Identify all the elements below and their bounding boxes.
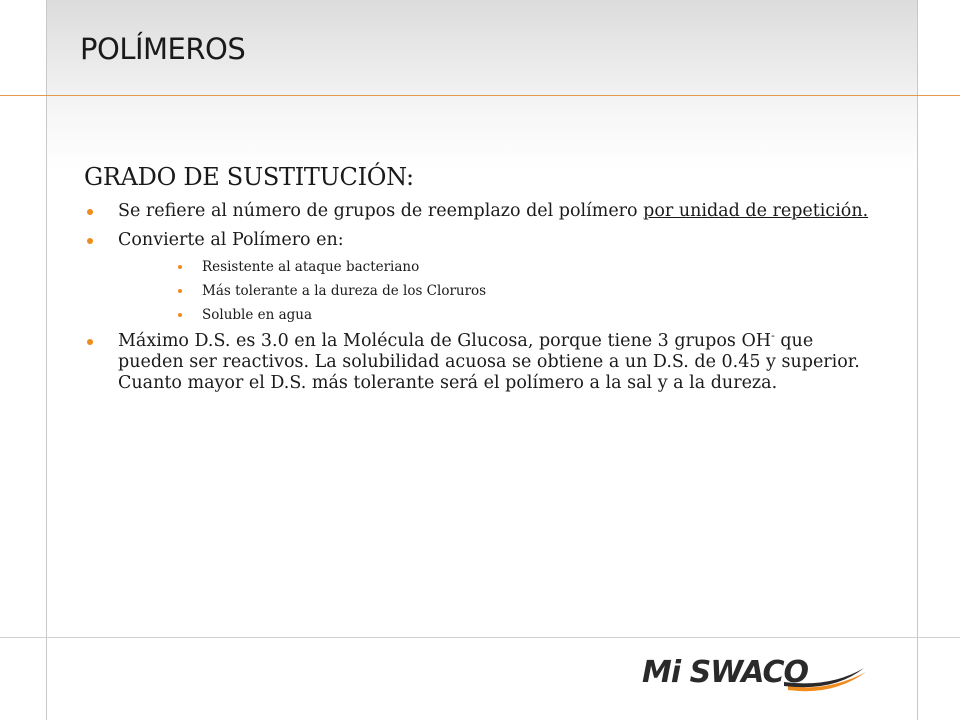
bullet-list — [84, 201, 874, 394]
bullet-underlined-text: por unidad de repetición. — [643, 201, 869, 221]
superscript-minus: - — [771, 329, 775, 343]
sub-bullet-text: Más tolerante a la dureza de los Cloruros — [202, 283, 487, 299]
slide-title: POLÍMEROS — [80, 32, 246, 66]
mi-swaco-logo — [638, 652, 868, 698]
logo-wordmark: Mi SWACO — [642, 655, 809, 690]
right-border-line — [917, 0, 918, 720]
section-heading: GRADO DE SUSTITUCIÓN: — [84, 163, 414, 191]
bullet-text-continued: que pueden ser reactivos. La solubilidad acuosa se obtiene a un D.S. de 0.45 y superior. Cuanto mayor el D.S. más tolerante será el polímero a la sal y a la dureza. — [118, 331, 860, 393]
bullet-dot-icon — [87, 238, 93, 244]
bullet-text: Convierte al Polímero en: — [118, 230, 344, 250]
sub-bullet-text: Soluble en agua — [202, 307, 313, 323]
sub-bullet-dot-icon — [178, 265, 182, 269]
sub-bullet-list — [118, 259, 874, 323]
sub-bullet-item — [84, 283, 874, 299]
bullet-dot-icon — [87, 209, 93, 215]
left-border-line — [46, 0, 47, 720]
slide-content — [84, 163, 874, 402]
sub-bullet-item — [84, 259, 874, 275]
sub-bullet-dot-icon — [178, 313, 182, 317]
bullet-item-converts — [84, 230, 874, 323]
bullet-text: Se refiere al número de grupos de reemplazo del polímero — [118, 201, 644, 221]
sub-bullet-dot-icon — [178, 289, 182, 293]
bullet-item-definition — [84, 201, 874, 222]
bullet-item-max-ds — [84, 331, 874, 394]
footer-divider — [0, 637, 960, 638]
sub-bullet-text: Resistente al ataque bacteriano — [202, 259, 420, 275]
bullet-dot-icon — [87, 339, 93, 345]
sub-bullet-item — [84, 307, 874, 323]
title-divider — [0, 95, 960, 96]
bullet-text: Máximo D.S. es 3.0 en la Molécula de Glucosa, porque tiene 3 grupos OH — [118, 331, 772, 351]
